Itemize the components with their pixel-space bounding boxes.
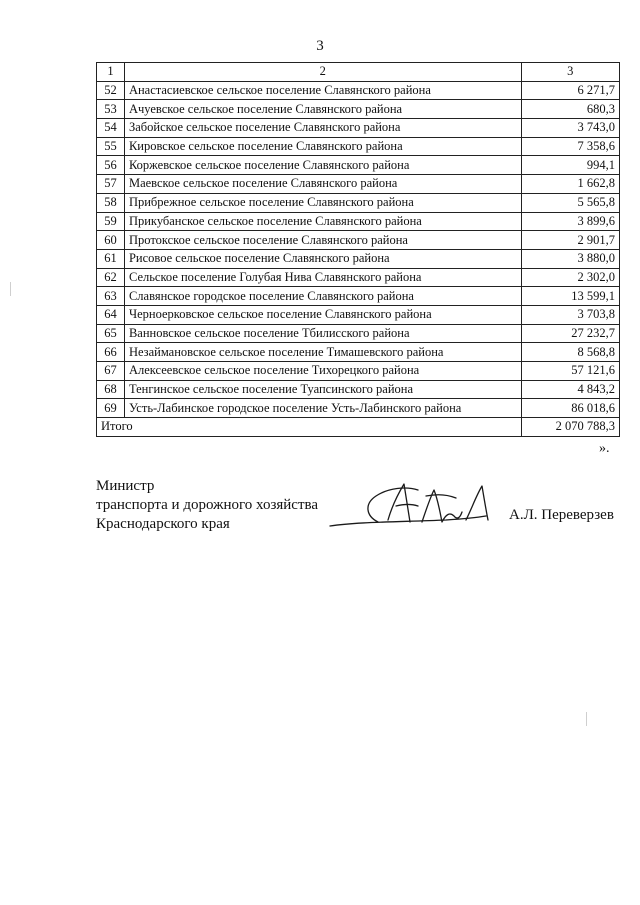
amount-value: 6 271,7 bbox=[521, 81, 619, 100]
row-number: 61 bbox=[97, 249, 125, 268]
row-number: 53 bbox=[97, 100, 125, 119]
settlement-name: Усть-Лабинское городское поселение Усть-Лабинского района bbox=[124, 399, 521, 418]
table-row bbox=[97, 362, 620, 381]
table-row bbox=[97, 324, 620, 343]
signer-title-line: Министр bbox=[96, 478, 155, 494]
table-row bbox=[97, 399, 620, 418]
settlement-name: Прибрежное сельское поселение Славянского района bbox=[124, 193, 521, 212]
table-row bbox=[97, 343, 620, 362]
table-header-cell: 2 bbox=[124, 63, 521, 82]
data-table bbox=[96, 62, 620, 437]
signer-title bbox=[96, 477, 318, 534]
settlement-name: Анастасиевское сельское поселение Славянского района bbox=[124, 81, 521, 100]
settlement-name: Маевское сельское поселение Славянского района bbox=[124, 175, 521, 194]
settlement-name: Забойское сельское поселение Славянского района bbox=[124, 119, 521, 138]
signer-title-line: Краснодарского края bbox=[96, 516, 230, 532]
margin-mark bbox=[586, 712, 587, 726]
table-row bbox=[97, 100, 620, 119]
settlement-name: Коржевское сельское поселение Славянского района bbox=[124, 156, 521, 175]
row-number: 55 bbox=[97, 137, 125, 156]
table-row bbox=[97, 81, 620, 100]
row-number: 68 bbox=[97, 380, 125, 399]
row-number: 69 bbox=[97, 399, 125, 418]
amount-value: 3 899,6 bbox=[521, 212, 619, 231]
settlement-name: Рисовое сельское поселение Славянского района bbox=[124, 249, 521, 268]
amount-value: 1 662,8 bbox=[521, 175, 619, 194]
table-row bbox=[97, 268, 620, 287]
row-number: 67 bbox=[97, 362, 125, 381]
amount-value: 4 843,2 bbox=[521, 380, 619, 399]
amount-value: 5 565,8 bbox=[521, 193, 619, 212]
signer-name: А.Л. Переверзев bbox=[509, 507, 614, 523]
amount-value: 3 703,8 bbox=[521, 305, 619, 324]
row-number: 56 bbox=[97, 156, 125, 175]
settlement-name: Сельское поселение Голубая Нива Славянского района bbox=[124, 268, 521, 287]
table-row bbox=[97, 249, 620, 268]
row-number: 65 bbox=[97, 324, 125, 343]
amount-value: 13 599,1 bbox=[521, 287, 619, 306]
table-header-cell: 3 bbox=[521, 63, 619, 82]
row-number: 66 bbox=[97, 343, 125, 362]
settlement-name: Славянское городское поселение Славянского района bbox=[124, 287, 521, 306]
settlement-name: Тенгинское сельское поселение Туапсинского района bbox=[124, 380, 521, 399]
closing-quote: ». bbox=[599, 441, 610, 456]
row-number: 63 bbox=[97, 287, 125, 306]
row-number: 57 bbox=[97, 175, 125, 194]
table-row bbox=[97, 137, 620, 156]
row-number: 59 bbox=[97, 212, 125, 231]
settlement-name: Незаймановское сельское поселение Тимашевского района bbox=[124, 343, 521, 362]
settlement-name: Кировское сельское поселение Славянского района bbox=[124, 137, 521, 156]
table-body bbox=[97, 63, 620, 437]
amount-value: 2 901,7 bbox=[521, 231, 619, 250]
page-number: 3 bbox=[316, 38, 324, 54]
amount-value: 86 018,6 bbox=[521, 399, 619, 418]
total-value: 2 070 788,3 bbox=[521, 418, 619, 437]
table-header-cell: 1 bbox=[97, 63, 125, 82]
table-row bbox=[97, 380, 620, 399]
table-row bbox=[97, 287, 620, 306]
settlement-name: Протокское сельское поселение Славянского района bbox=[124, 231, 521, 250]
amount-value: 994,1 bbox=[521, 156, 619, 175]
table-row bbox=[97, 175, 620, 194]
table-row bbox=[97, 156, 620, 175]
amount-value: 2 302,0 bbox=[521, 268, 619, 287]
settlement-name: Ванновское сельское поселение Тбилисского района bbox=[124, 324, 521, 343]
amount-value: 27 232,7 bbox=[521, 324, 619, 343]
table-row bbox=[97, 212, 620, 231]
signer-title-line: транспорта и дорожного хозяйства bbox=[96, 497, 319, 513]
row-number: 58 bbox=[97, 193, 125, 212]
row-number: 54 bbox=[97, 119, 125, 138]
amount-value: 680,3 bbox=[521, 100, 619, 119]
total-row bbox=[97, 418, 620, 437]
settlement-name: Прикубанское сельское поселение Славянского района bbox=[124, 212, 521, 231]
row-number: 52 bbox=[97, 81, 125, 100]
amount-value: 3 743,0 bbox=[521, 119, 619, 138]
handwritten-signature-icon bbox=[326, 476, 496, 536]
row-number: 64 bbox=[97, 305, 125, 324]
settlement-name: Ачуевское сельское поселение Славянского района bbox=[124, 100, 521, 119]
amount-value: 57 121,6 bbox=[521, 362, 619, 381]
row-number: 62 bbox=[97, 268, 125, 287]
row-number: 60 bbox=[97, 231, 125, 250]
table-row bbox=[97, 193, 620, 212]
margin-mark bbox=[10, 282, 11, 296]
amount-value: 3 880,0 bbox=[521, 249, 619, 268]
amount-value: 7 358,6 bbox=[521, 137, 619, 156]
table-row bbox=[97, 119, 620, 138]
total-label: Итого bbox=[97, 418, 522, 437]
table-row bbox=[97, 305, 620, 324]
settlement-name: Алексеевское сельское поселение Тихорецкого района bbox=[124, 362, 521, 381]
settlement-name: Черноерковское сельское поселение Славянского района bbox=[124, 305, 521, 324]
table-header-row bbox=[97, 63, 620, 82]
amount-value: 8 568,8 bbox=[521, 343, 619, 362]
table-row bbox=[97, 231, 620, 250]
